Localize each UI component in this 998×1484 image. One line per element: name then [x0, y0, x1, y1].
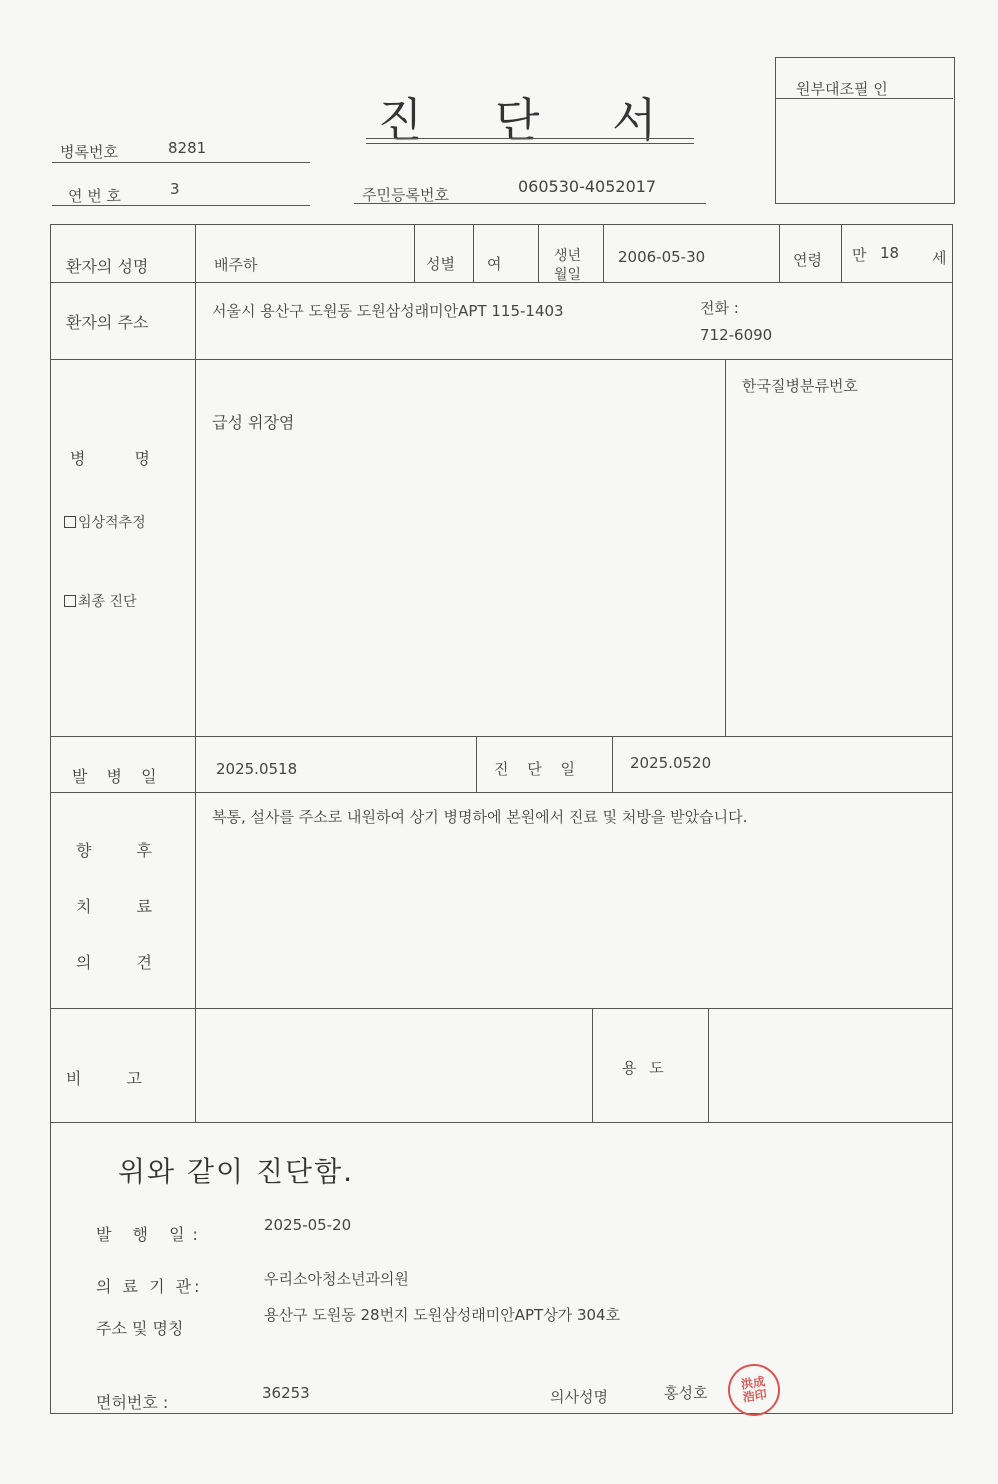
- disease-label: 병 명: [70, 449, 150, 468]
- onset-label: 발 병 일: [72, 767, 157, 786]
- patient-name-label: 환자의 성명: [66, 257, 149, 276]
- age-suffix: 세: [932, 249, 947, 267]
- footer-address-label: 주소 및 명칭: [96, 1319, 184, 1338]
- resident-id-value: 060530-4052017: [518, 177, 657, 196]
- row-line-6: [50, 1122, 953, 1123]
- remark-div-b: [708, 1008, 709, 1122]
- patient-name-value: 배주하: [214, 256, 258, 274]
- birth-label-2: 월일: [554, 267, 582, 283]
- opinion-label-3: 의 견: [76, 953, 152, 972]
- opinion-text: 복통, 설사를 주소로 내원하여 상기 병명하에 본원에서 진료 및 처방을 받았습니다.: [212, 808, 748, 826]
- serial-no-value: 3: [170, 180, 180, 198]
- address-label: 환자의 주소: [66, 313, 149, 332]
- resident-id-label: 주민등록번호: [362, 186, 449, 204]
- row1-div-d: [603, 224, 604, 282]
- row-line-1: [50, 282, 953, 283]
- sex-value: 여: [487, 255, 502, 273]
- date-div-a: [476, 736, 477, 792]
- row1-div-f: [841, 224, 842, 282]
- opinion-label-1: 향 후: [76, 841, 152, 860]
- birth-value: 2006-05-30: [618, 248, 706, 266]
- age-label: 연령: [793, 251, 822, 269]
- label-col-divider: [195, 224, 196, 1122]
- institution-label: 의 료 기 관:: [96, 1277, 203, 1296]
- diagnosis-label: 진 단 일: [494, 760, 576, 778]
- issue-label: 발 행 일:: [96, 1225, 206, 1244]
- row1-div-c: [538, 224, 539, 282]
- row-line-5: [50, 1008, 953, 1009]
- date-div-b: [612, 736, 613, 792]
- record-no-label: 병록번호: [60, 143, 118, 161]
- row1-div-a: [414, 224, 415, 282]
- row1-div-b: [473, 224, 474, 282]
- serial-no-underline: [52, 205, 310, 206]
- doctor-name: 홍성호: [664, 1384, 708, 1402]
- issue-date: 2025-05-20: [264, 1216, 352, 1234]
- phone-label: 전화 :: [700, 299, 739, 317]
- doctor-seal-stamp: 洪成 浩印: [725, 1361, 784, 1420]
- title-underline: [366, 138, 694, 139]
- opinion-label-2: 치 료: [76, 897, 152, 916]
- disease-name-value: 급성 위장염: [212, 413, 295, 432]
- license-label: 면허번호 :: [96, 1393, 169, 1412]
- row-line-4: [50, 792, 953, 793]
- clinical-checkbox[interactable]: [64, 516, 76, 528]
- record-no-value: 8281: [168, 139, 207, 157]
- institution-value: 우리소아청소년과의원: [264, 1270, 409, 1288]
- birth-label-1: 생년: [554, 248, 582, 264]
- clinical-checkbox-label: 임상적추정: [78, 515, 146, 531]
- remarks-label: 비 고: [66, 1069, 142, 1088]
- footer-address-value: 용산구 도원동 28번지 도원삼성래미안APT상가 304호: [264, 1306, 621, 1324]
- age-value: 18: [880, 244, 900, 262]
- sex-label: 성별: [426, 255, 455, 273]
- onset-value: 2025.0518: [216, 760, 298, 778]
- address-value: 서울시 용산구 도원동 도원삼성래미안APT 115-1403: [212, 302, 564, 320]
- remark-div-a: [592, 1008, 593, 1122]
- record-no-underline: [52, 162, 310, 163]
- usage-label: 용 도: [622, 1059, 664, 1077]
- resident-id-underline: [354, 203, 706, 204]
- license-value: 36253: [262, 1384, 310, 1402]
- statement: 위와 같이 진단함.: [118, 1155, 355, 1188]
- phone-value: 712-6090: [700, 326, 773, 344]
- final-checkbox-label: 최종 진단: [78, 594, 137, 610]
- kcd-divider: [725, 359, 726, 736]
- age-prefix: 만: [852, 246, 867, 264]
- row-line-2: [50, 359, 953, 360]
- row-line-3: [50, 736, 953, 737]
- doctor-label: 의사성명: [550, 1388, 608, 1406]
- original-copy-label: 원부대조필 인: [796, 80, 888, 98]
- kcd-label: 한국질병분류번호: [742, 377, 858, 395]
- title-underline-2: [366, 143, 694, 144]
- row1-div-e: [779, 224, 780, 282]
- serial-no-label: 연 번 호: [68, 187, 122, 205]
- diagnosis-value: 2025.0520: [630, 754, 712, 772]
- final-checkbox[interactable]: [64, 595, 76, 607]
- document-title: 진 단 서: [378, 93, 657, 147]
